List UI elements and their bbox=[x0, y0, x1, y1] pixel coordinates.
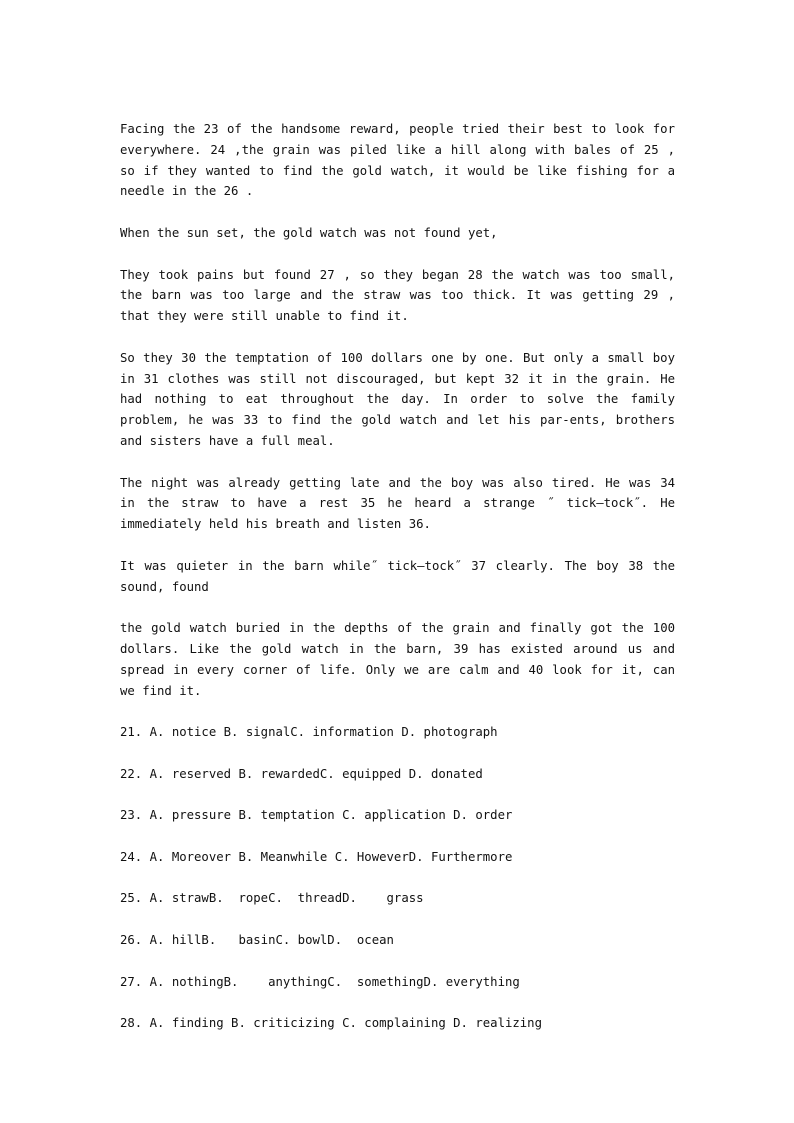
option-line-21: 21. A. notice B. signalC. information D. photograph bbox=[120, 725, 498, 740]
option-line-26: 26. A. hillB. basinC. bowlD. ocean bbox=[120, 933, 394, 948]
passage-paragraph-2: When the sun set, the gold watch was not found yet, bbox=[120, 225, 498, 240]
passage-paragraph-6: It was quieter in the barn while˝ tick—tock˝ 37 clearly. The boy 38 the sound, found bbox=[120, 558, 675, 594]
option-line-25: 25. A. strawB. ropeC. threadD. grass bbox=[120, 891, 424, 906]
answer-options-list bbox=[120, 722, 675, 1034]
passage-paragraph-5: The night was already getting late and the boy was also tired. He was 34 in the straw to have a rest 35 he heard a strange ˝ tick—tock˝. He immediately held his breath and listen 36. bbox=[120, 475, 675, 532]
option-line-28: 28. A. finding B. criticizing C. complaining D. realizing bbox=[120, 1016, 542, 1031]
option-line-27: 27. A. nothingB. anythingC. somethingD. everything bbox=[120, 974, 520, 989]
option-line-24: 24. A. Moreover B. Meanwhile C. HoweverD. Furthermore bbox=[120, 849, 513, 864]
passage-paragraph-3: They took pains but found 27 , so they began 28 the watch was too small, the barn was too large and the straw was too thick. It was getting 29 , that they were still unable to find it. bbox=[120, 267, 675, 324]
passage-paragraph-7: the gold watch buried in the depths of the grain and finally got the 100 dollars. Like the gold watch in the barn, 39 has existed around us and spread in every corner of life. Only we are calm and 40 look for it, can we find it. bbox=[120, 621, 675, 698]
passage-paragraph-1: Facing the 23 of the handsome reward, people tried their best to look for everywhere. 24 ,the grain was piled like a hill along with bales of 25 , so if they wanted to find the gold watch, it would be like fishing for a needle in the 26 . bbox=[120, 122, 675, 199]
document-page bbox=[120, 119, 675, 1055]
option-line-23: 23. A. pressure B. temptation C. application D. order bbox=[120, 808, 513, 823]
option-line-22: 22. A. reserved B. rewardedC. equipped D. donated bbox=[120, 766, 483, 781]
passage-paragraph-4: So they 30 the temptation of 100 dollars one by one. But only a small boy in 31 clothes was still not discouraged, but kept 32 it in the grain. He had nothing to eat throughout the day. In order to solve the family problem, he was 33 to find the gold watch and let his par-ents, brothers and sisters have a full meal. bbox=[120, 350, 675, 448]
